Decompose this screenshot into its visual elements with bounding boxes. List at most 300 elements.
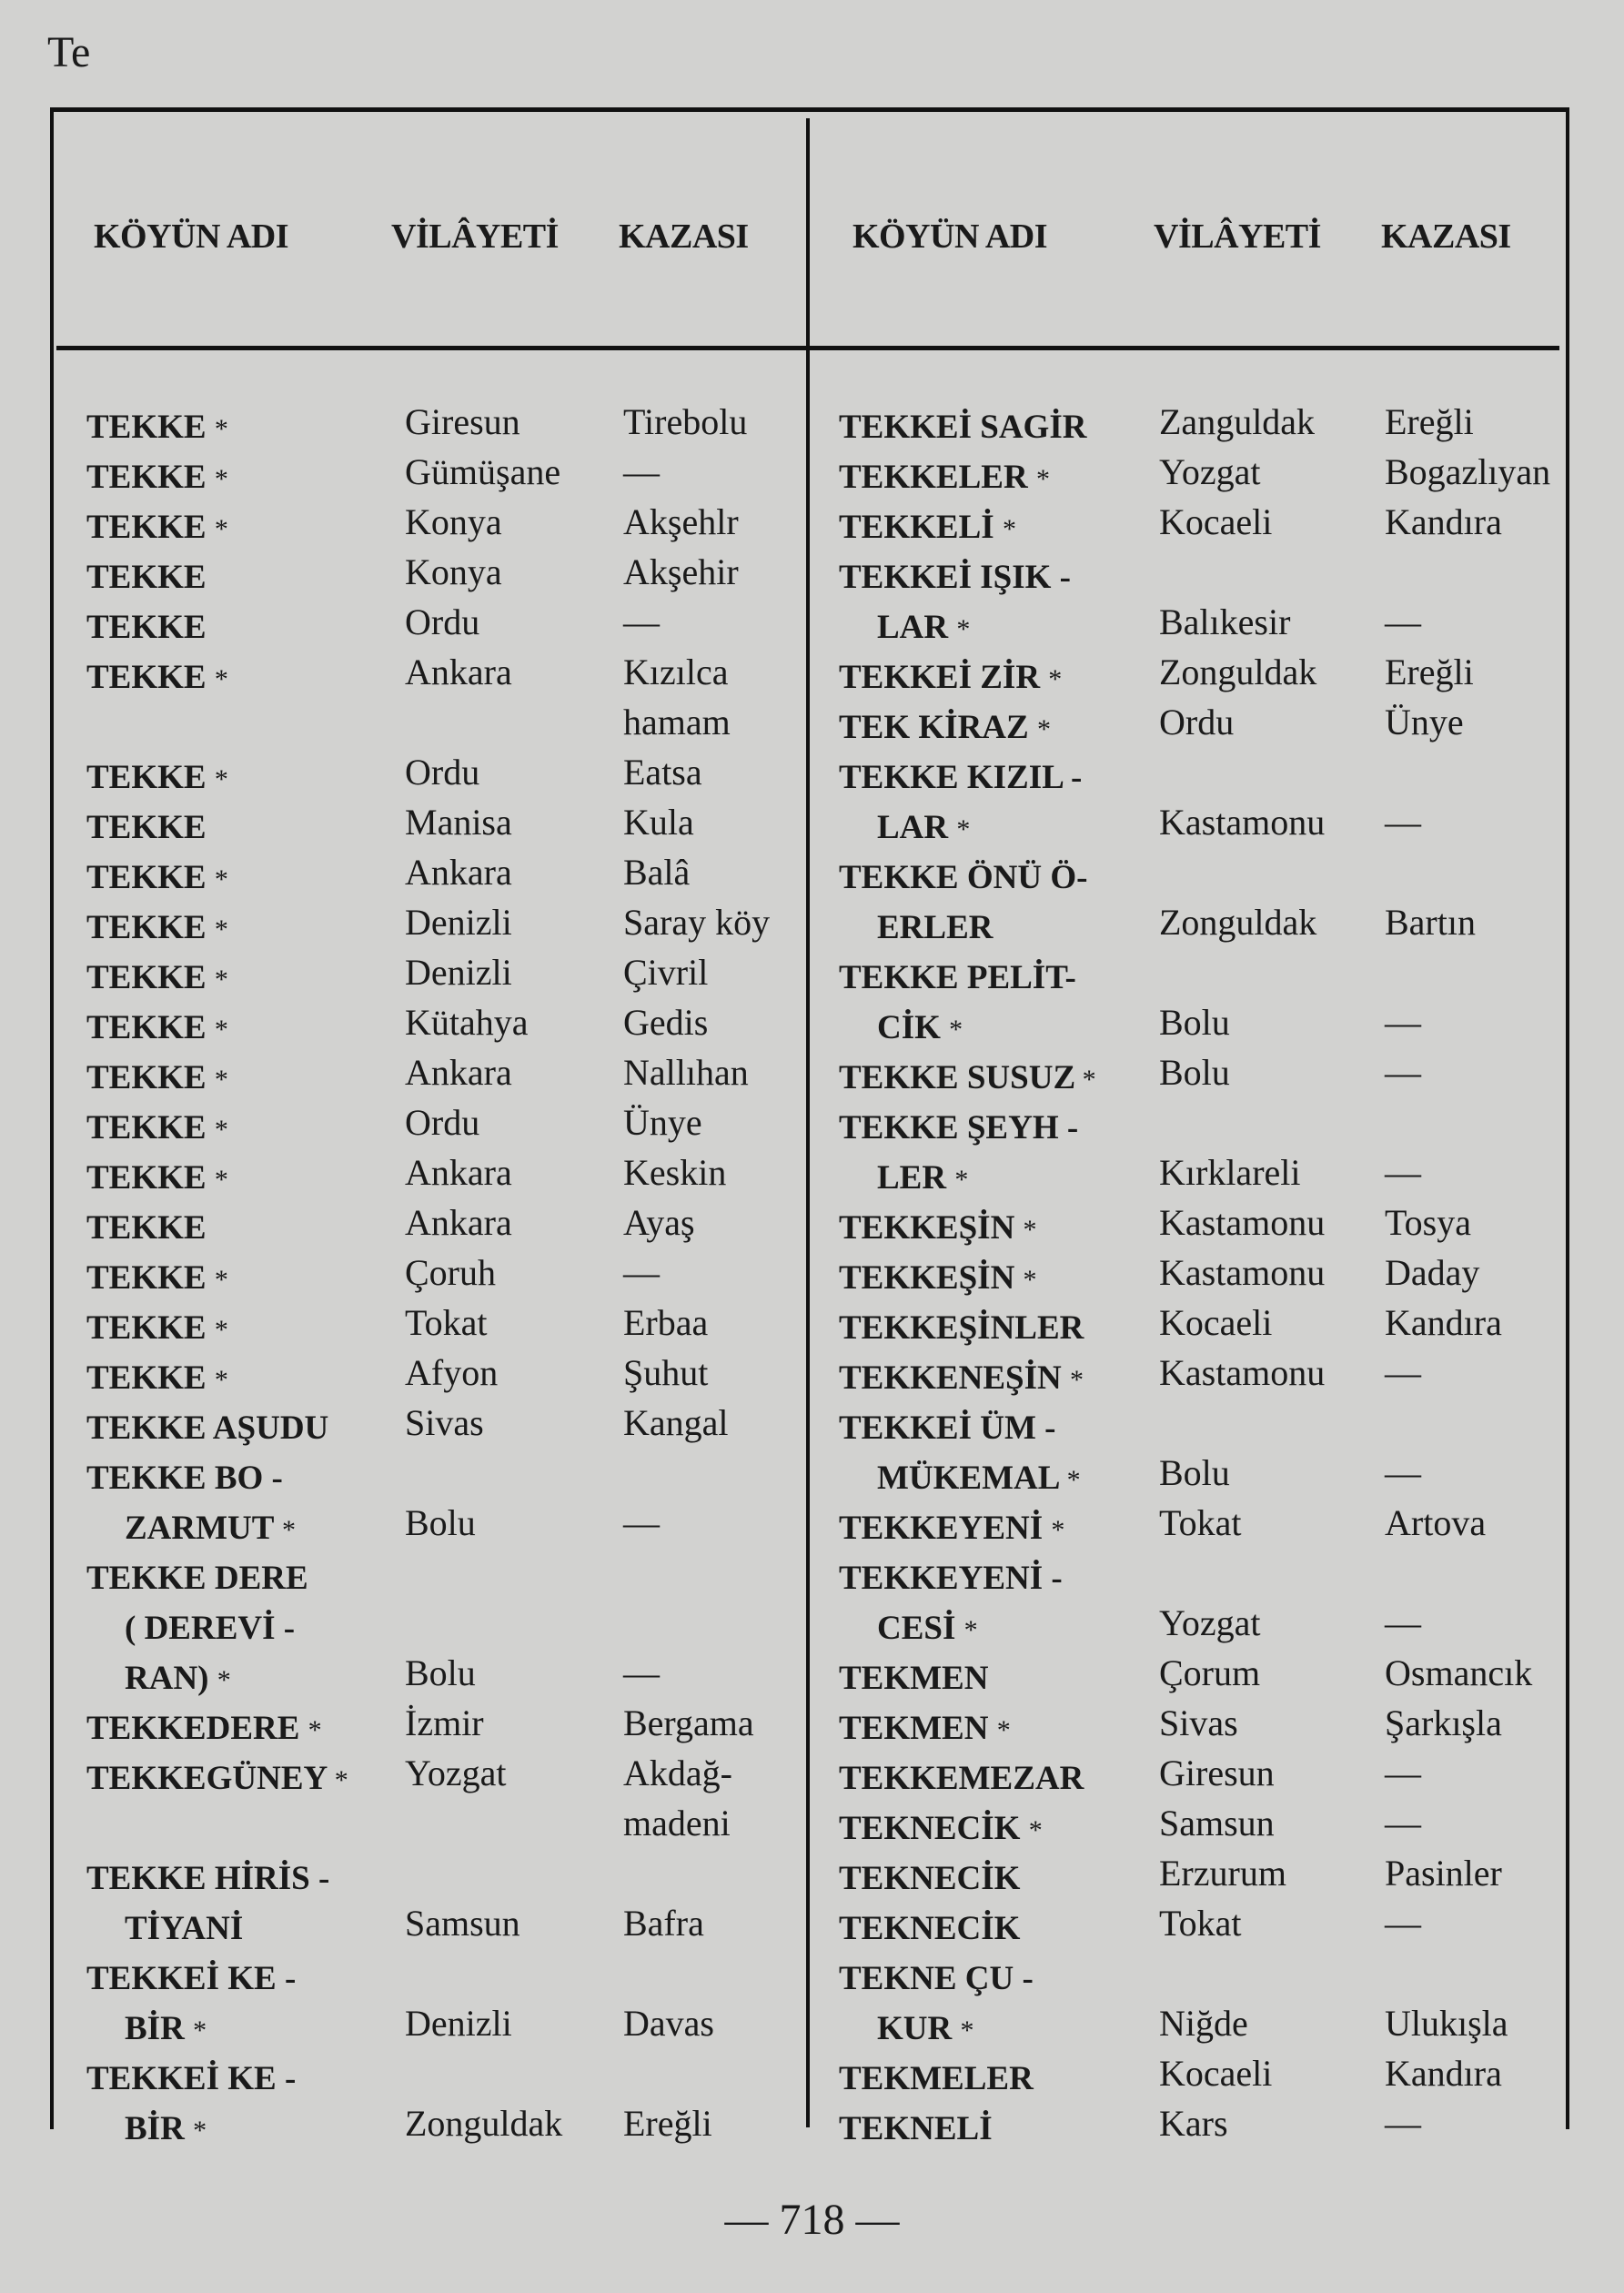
asterisk-mark: *	[954, 1165, 969, 1195]
asterisk-mark: *	[214, 1365, 228, 1395]
village-row	[86, 1551, 832, 1601]
village-name: ZARMUT *	[125, 1510, 297, 1547]
village-row	[86, 901, 832, 951]
village-name: TEKKENEŞİN *	[839, 1359, 1084, 1397]
village-entry	[839, 2102, 1585, 2152]
village-district: Artova	[1385, 1502, 1487, 1543]
village-row	[839, 1802, 1585, 1852]
village-row	[86, 851, 832, 901]
village-district: Akdağ-	[623, 1753, 732, 1793]
village-province: Bolu	[1159, 1452, 1230, 1493]
asterisk-mark: *	[217, 1665, 231, 1695]
village-row	[839, 2052, 1585, 2102]
village-entry	[839, 1752, 1585, 1802]
village-name: TEKNECİK	[839, 1860, 1021, 1897]
village-row	[839, 551, 1585, 601]
village-entry	[839, 1251, 1585, 1301]
village-row	[86, 500, 832, 551]
village-name: CESİ *	[877, 1610, 978, 1647]
village-row	[839, 1902, 1585, 1952]
village-district: —	[1385, 601, 1421, 642]
asterisk-mark: *	[214, 664, 228, 694]
village-name: TEKKE *	[86, 1059, 228, 1096]
village-entry	[86, 1451, 832, 1551]
village-entry	[839, 701, 1585, 751]
village-entry	[86, 801, 832, 851]
village-district: Pasinler	[1385, 1853, 1502, 1894]
village-name: ( DEREVİ -	[125, 1610, 296, 1647]
village-row	[86, 1601, 832, 1652]
village-district: Gedis	[623, 1002, 709, 1043]
village-district: Tirebolu	[623, 401, 748, 442]
village-row	[86, 1201, 832, 1251]
village-district: —	[1385, 1753, 1421, 1793]
village-entry	[839, 1652, 1585, 1702]
village-province: Ankara	[405, 1152, 512, 1193]
village-entry	[839, 1201, 1585, 1251]
village-province: Samsun	[405, 1903, 520, 1944]
asterisk-mark: *	[1048, 664, 1063, 694]
village-row	[86, 1401, 832, 1451]
asterisk-mark: *	[949, 1015, 963, 1045]
asterisk-mark: *	[214, 514, 228, 544]
village-district: Akşehir	[623, 551, 739, 592]
village-row	[839, 1051, 1585, 1101]
village-district: Davas	[623, 2003, 714, 2044]
header-right-province: VİLÂYETİ	[1154, 217, 1321, 256]
village-name: TEKKE *	[86, 859, 228, 896]
village-district: Şuhut	[623, 1352, 709, 1393]
village-province: Yozgat	[405, 1753, 507, 1793]
village-name: TEKKE *	[86, 959, 228, 996]
village-province: Niğde	[1159, 2003, 1248, 2044]
village-province: Zonguldak	[405, 2103, 563, 2144]
village-row	[86, 1101, 832, 1151]
village-name: TEKKE ŞEYH -	[839, 1109, 1079, 1146]
village-name: TEKKEİ SAGİR	[839, 409, 1087, 446]
village-row	[86, 1702, 832, 1752]
village-entry	[86, 951, 832, 1001]
village-district: —	[1385, 1002, 1421, 1043]
asterisk-mark: *	[214, 414, 228, 444]
village-name: TEKNE ÇU -	[839, 1960, 1034, 1997]
village-province: Bolu	[1159, 1052, 1230, 1093]
asterisk-mark: *	[214, 1015, 228, 1045]
village-entry	[839, 1401, 1585, 1501]
village-province: Ankara	[405, 652, 512, 692]
village-name: TEKKELİ *	[839, 509, 1016, 546]
corner-label: Te	[47, 28, 91, 76]
village-name: TEKKE	[86, 609, 207, 646]
asterisk-mark: *	[1069, 1365, 1084, 1395]
village-name: TEKKE *	[86, 1359, 228, 1397]
village-name: TEKKE *	[86, 409, 228, 446]
village-entry	[839, 1301, 1585, 1351]
village-row	[839, 851, 1585, 901]
village-entry	[86, 1752, 832, 1852]
asterisk-mark: *	[214, 1265, 228, 1295]
village-province: Ankara	[405, 1052, 512, 1093]
village-district: Balâ	[623, 852, 691, 893]
village-district: —	[1385, 1803, 1421, 1843]
village-row	[839, 1652, 1585, 1702]
village-entry	[86, 1101, 832, 1151]
asterisk-mark: *	[214, 1315, 228, 1345]
header-right-name: KÖYÜN ADI	[852, 217, 1048, 256]
village-entry	[839, 1802, 1585, 1852]
village-entry	[86, 751, 832, 801]
village-province: Denizli	[405, 902, 512, 943]
asterisk-mark: *	[1066, 1465, 1081, 1495]
asterisk-mark: *	[996, 1715, 1011, 1745]
village-entry	[86, 1201, 832, 1251]
village-row	[839, 2102, 1585, 2152]
village-province: Tokat	[405, 1302, 488, 1343]
village-district: Ayaş	[623, 1202, 695, 1243]
village-name: TİYANİ	[125, 1910, 244, 1947]
village-province: Kocaeli	[1159, 1302, 1273, 1343]
village-row	[86, 801, 832, 851]
village-province: Afyon	[405, 1352, 499, 1393]
village-row	[86, 701, 832, 751]
village-entry	[86, 1151, 832, 1201]
header-left-district: KAZASI	[619, 217, 749, 256]
village-entry	[839, 1551, 1585, 1652]
village-district: Ereğli	[1385, 401, 1474, 442]
village-row	[839, 951, 1585, 1001]
village-name: TEKMEN	[839, 1660, 989, 1697]
village-district: Bafra	[623, 1903, 704, 1944]
village-entry	[839, 1351, 1585, 1401]
village-entry	[839, 500, 1585, 551]
asterisk-mark: *	[1035, 464, 1050, 494]
village-row	[839, 1752, 1585, 1802]
village-entry	[86, 2052, 832, 2152]
asterisk-mark: *	[1028, 1815, 1043, 1845]
village-province: Bolu	[405, 1652, 476, 1693]
village-entry	[86, 1051, 832, 1101]
village-district: Ünye	[623, 1102, 702, 1143]
village-name: KUR *	[877, 2010, 974, 2047]
village-name: TEKKEİ KE -	[86, 1960, 297, 1997]
village-province: Ordu	[405, 752, 480, 793]
village-district: —	[1385, 1352, 1421, 1393]
village-district: Kızılca	[623, 652, 729, 692]
village-name: TEKNECİK	[839, 1910, 1021, 1947]
village-entry	[86, 450, 832, 500]
village-entry	[86, 1702, 832, 1752]
village-name: TEKKE BO -	[86, 1460, 283, 1497]
village-district: Bogazlıyan	[1385, 451, 1551, 492]
village-district: Akşehlr	[623, 501, 739, 542]
village-district: madeni	[623, 1803, 731, 1843]
village-district: Erbaa	[623, 1302, 709, 1343]
asterisk-mark: *	[193, 2015, 207, 2046]
village-district: Keskin	[623, 1152, 727, 1193]
right-village-list	[839, 400, 1585, 2152]
village-province: Zanguldak	[1159, 401, 1316, 442]
village-entry	[86, 1351, 832, 1401]
village-name: TEKKEŞİN *	[839, 1209, 1037, 1247]
village-name: MÜKEMAL *	[877, 1460, 1081, 1497]
village-name: TEKKE *	[86, 909, 228, 946]
village-row	[86, 1151, 832, 1201]
village-row	[86, 1501, 832, 1551]
village-entry	[839, 2052, 1585, 2102]
village-province: Manisa	[405, 802, 512, 843]
village-row	[86, 1752, 832, 1802]
asterisk-mark: *	[960, 2015, 974, 2046]
asterisk-mark: *	[1023, 1265, 1037, 1295]
village-name: TEKKE	[86, 1209, 207, 1247]
village-entry	[839, 551, 1585, 651]
village-province: Konya	[405, 551, 502, 592]
village-name: LAR *	[877, 609, 971, 646]
village-province: Samsun	[1159, 1803, 1275, 1843]
village-entry	[839, 651, 1585, 701]
village-entry	[839, 1051, 1585, 1101]
village-entry	[86, 1001, 832, 1051]
village-district: Tosya	[1385, 1202, 1471, 1243]
village-row	[839, 1201, 1585, 1251]
village-row	[839, 1702, 1585, 1752]
village-district: —	[623, 1252, 660, 1293]
village-name: TEKKEYENİ *	[839, 1510, 1065, 1547]
village-row	[86, 450, 832, 500]
asterisk-mark: *	[214, 464, 228, 494]
village-name: TEKKEGÜNEY *	[86, 1760, 348, 1797]
village-province: Yozgat	[1159, 451, 1261, 492]
page-number: — 718 —	[724, 2196, 900, 2244]
village-row	[86, 1902, 832, 1952]
village-row	[86, 1451, 832, 1501]
village-province: Ordu	[1159, 702, 1235, 742]
village-province: Giresun	[405, 401, 520, 442]
village-province: Balıkesir	[1159, 601, 1291, 642]
village-name: CİK *	[877, 1009, 963, 1046]
village-province: Zonguldak	[1159, 652, 1317, 692]
asterisk-mark: *	[214, 965, 228, 995]
village-entry	[839, 751, 1585, 851]
village-row	[86, 651, 832, 701]
asterisk-mark: *	[1075, 1065, 1096, 1095]
village-entry	[86, 1251, 832, 1301]
asterisk-mark: *	[963, 1615, 978, 1645]
village-district: Nallıhan	[623, 1052, 749, 1093]
village-name: BİR *	[125, 2110, 207, 2147]
village-province: Ankara	[405, 1202, 512, 1243]
header-right-district: KAZASI	[1381, 217, 1511, 256]
village-name: TEKKEİ IŞIK -	[839, 559, 1071, 596]
asterisk-mark: *	[1036, 714, 1051, 744]
village-row	[839, 1601, 1585, 1652]
village-province: Yozgat	[1159, 1602, 1261, 1643]
village-province: Kastamonu	[1159, 1352, 1326, 1393]
village-row	[839, 1101, 1585, 1151]
village-province: Tokat	[1159, 1903, 1242, 1944]
village-entry	[839, 400, 1585, 450]
village-entry	[86, 1852, 832, 1952]
village-name: TEKKE *	[86, 759, 228, 796]
asterisk-mark: *	[1051, 1515, 1065, 1545]
village-district: Eatsa	[623, 752, 702, 793]
village-row	[839, 2002, 1585, 2052]
village-district: —	[623, 1652, 660, 1693]
village-province: Kastamonu	[1159, 1252, 1326, 1293]
village-name: TEKKE *	[86, 1309, 228, 1347]
village-name: TEKKE *	[86, 1109, 228, 1146]
village-entry	[839, 1952, 1585, 2052]
header-left-name: KÖYÜN ADI	[94, 217, 289, 256]
village-name: TEKKEDERE *	[86, 1710, 322, 1747]
village-district: —	[1385, 802, 1421, 843]
village-row	[839, 1551, 1585, 1601]
village-name: TEKKEMEZAR	[839, 1760, 1084, 1797]
village-district: —	[623, 451, 660, 492]
village-entry	[86, 1301, 832, 1351]
village-row	[839, 1952, 1585, 2002]
village-name: TEKKE PELİT-	[839, 959, 1076, 996]
village-name: TEKNELİ	[839, 2110, 993, 2147]
village-district: Saray köy	[623, 902, 771, 943]
village-name: TEKKEYENİ -	[839, 1560, 1063, 1597]
village-name: BİR *	[125, 2010, 207, 2047]
village-entry	[86, 500, 832, 551]
asterisk-mark: *	[214, 764, 228, 794]
village-province: Kastamonu	[1159, 802, 1326, 843]
village-district: Bartın	[1385, 902, 1476, 943]
village-entry	[86, 601, 832, 651]
village-row	[839, 1001, 1585, 1051]
village-entry	[839, 1501, 1585, 1551]
village-province: Denizli	[405, 2003, 512, 2044]
village-province: Sivas	[405, 1402, 484, 1443]
village-row	[86, 2102, 832, 2152]
village-district: Çivril	[623, 952, 709, 993]
village-name: TEKKE *	[86, 1159, 228, 1197]
village-name: TEKMELER	[839, 2060, 1034, 2097]
village-district: Bergama	[623, 1702, 754, 1743]
village-row	[839, 1251, 1585, 1301]
village-province: Konya	[405, 501, 502, 542]
village-name: TEKKE AŞUDU	[86, 1409, 329, 1447]
village-province: Giresun	[1159, 1753, 1275, 1793]
village-row	[839, 1401, 1585, 1451]
village-entry	[86, 551, 832, 601]
village-district: Ereğli	[1385, 652, 1474, 692]
header-left-province: VİLÂYETİ	[391, 217, 559, 256]
village-name: TEK KİRAZ *	[839, 709, 1051, 746]
village-entry	[86, 1401, 832, 1451]
village-name: TEKKE *	[86, 459, 228, 496]
village-district: —	[1385, 1602, 1421, 1643]
village-entry	[86, 901, 832, 951]
village-entry	[839, 1902, 1585, 1952]
village-province: Zonguldak	[1159, 902, 1317, 943]
village-province: Kocaeli	[1159, 2053, 1273, 2094]
village-row	[839, 450, 1585, 500]
village-row	[839, 1301, 1585, 1351]
village-row	[86, 1952, 832, 2002]
village-province: Çorum	[1159, 1652, 1261, 1693]
village-province: Ordu	[405, 1102, 480, 1143]
village-district: Kandıra	[1385, 1302, 1502, 1343]
village-row	[86, 1652, 832, 1702]
village-province: Tokat	[1159, 1502, 1242, 1543]
asterisk-mark: *	[282, 1515, 297, 1545]
village-name: ERLER	[877, 909, 994, 946]
village-name: TEKNECİK *	[839, 1810, 1043, 1847]
asterisk-mark: *	[1023, 1215, 1037, 1245]
village-name: TEKKEİ ZİR *	[839, 659, 1063, 696]
village-district: —	[1385, 1152, 1421, 1193]
village-district: —	[1385, 2103, 1421, 2144]
asterisk-mark: *	[308, 1715, 322, 1745]
village-district: Kandıra	[1385, 501, 1502, 542]
village-entry	[86, 851, 832, 901]
village-district: Ünye	[1385, 702, 1464, 742]
asterisk-mark: *	[214, 864, 228, 894]
village-name: LAR *	[877, 809, 971, 846]
village-row	[86, 2052, 832, 2102]
village-row	[839, 1151, 1585, 1201]
village-province: Bolu	[405, 1502, 476, 1543]
village-name: LER *	[877, 1159, 969, 1197]
village-row	[839, 400, 1585, 450]
village-row	[839, 601, 1585, 651]
village-district: hamam	[623, 702, 731, 742]
village-province: Çoruh	[405, 1252, 496, 1293]
village-province: Erzurum	[1159, 1853, 1286, 1894]
village-province: Sivas	[1159, 1702, 1238, 1743]
village-entry	[839, 1101, 1585, 1201]
village-row	[839, 1351, 1585, 1401]
village-name: TEKMEN *	[839, 1710, 1011, 1747]
asterisk-mark: *	[956, 814, 971, 844]
village-name: TEKKE *	[86, 659, 228, 696]
asterisk-mark: *	[193, 2116, 207, 2146]
village-province: Ankara	[405, 852, 512, 893]
village-name: TEKKEŞİNLER	[839, 1309, 1084, 1347]
village-province: Ordu	[405, 601, 480, 642]
village-row	[839, 1852, 1585, 1902]
village-name: TEKKE ÖNÜ Ö-	[839, 859, 1088, 896]
village-district: Osmancık	[1385, 1652, 1533, 1693]
village-name: RAN) *	[125, 1660, 231, 1697]
village-row	[86, 951, 832, 1001]
village-row	[839, 701, 1585, 751]
village-name: TEKKE *	[86, 509, 228, 546]
village-name: TEKKELER *	[839, 459, 1050, 496]
village-row	[86, 1051, 832, 1101]
village-district: —	[1385, 1052, 1421, 1093]
village-row	[839, 901, 1585, 951]
village-name: TEKKE KIZIL -	[839, 759, 1083, 796]
village-entry	[86, 1952, 832, 2052]
village-district: —	[1385, 1903, 1421, 1944]
asterisk-mark: *	[214, 1115, 228, 1145]
village-district: Ereğli	[623, 2103, 712, 2144]
village-name: TEKKE DERE	[86, 1560, 308, 1597]
village-row	[839, 651, 1585, 701]
village-row	[86, 601, 832, 651]
village-row	[86, 400, 832, 450]
village-row	[86, 751, 832, 801]
village-name: TEKKE HİRİS -	[86, 1860, 330, 1897]
village-district: Kangal	[623, 1402, 729, 1443]
village-district: —	[1385, 1452, 1421, 1493]
village-entry	[86, 651, 832, 751]
